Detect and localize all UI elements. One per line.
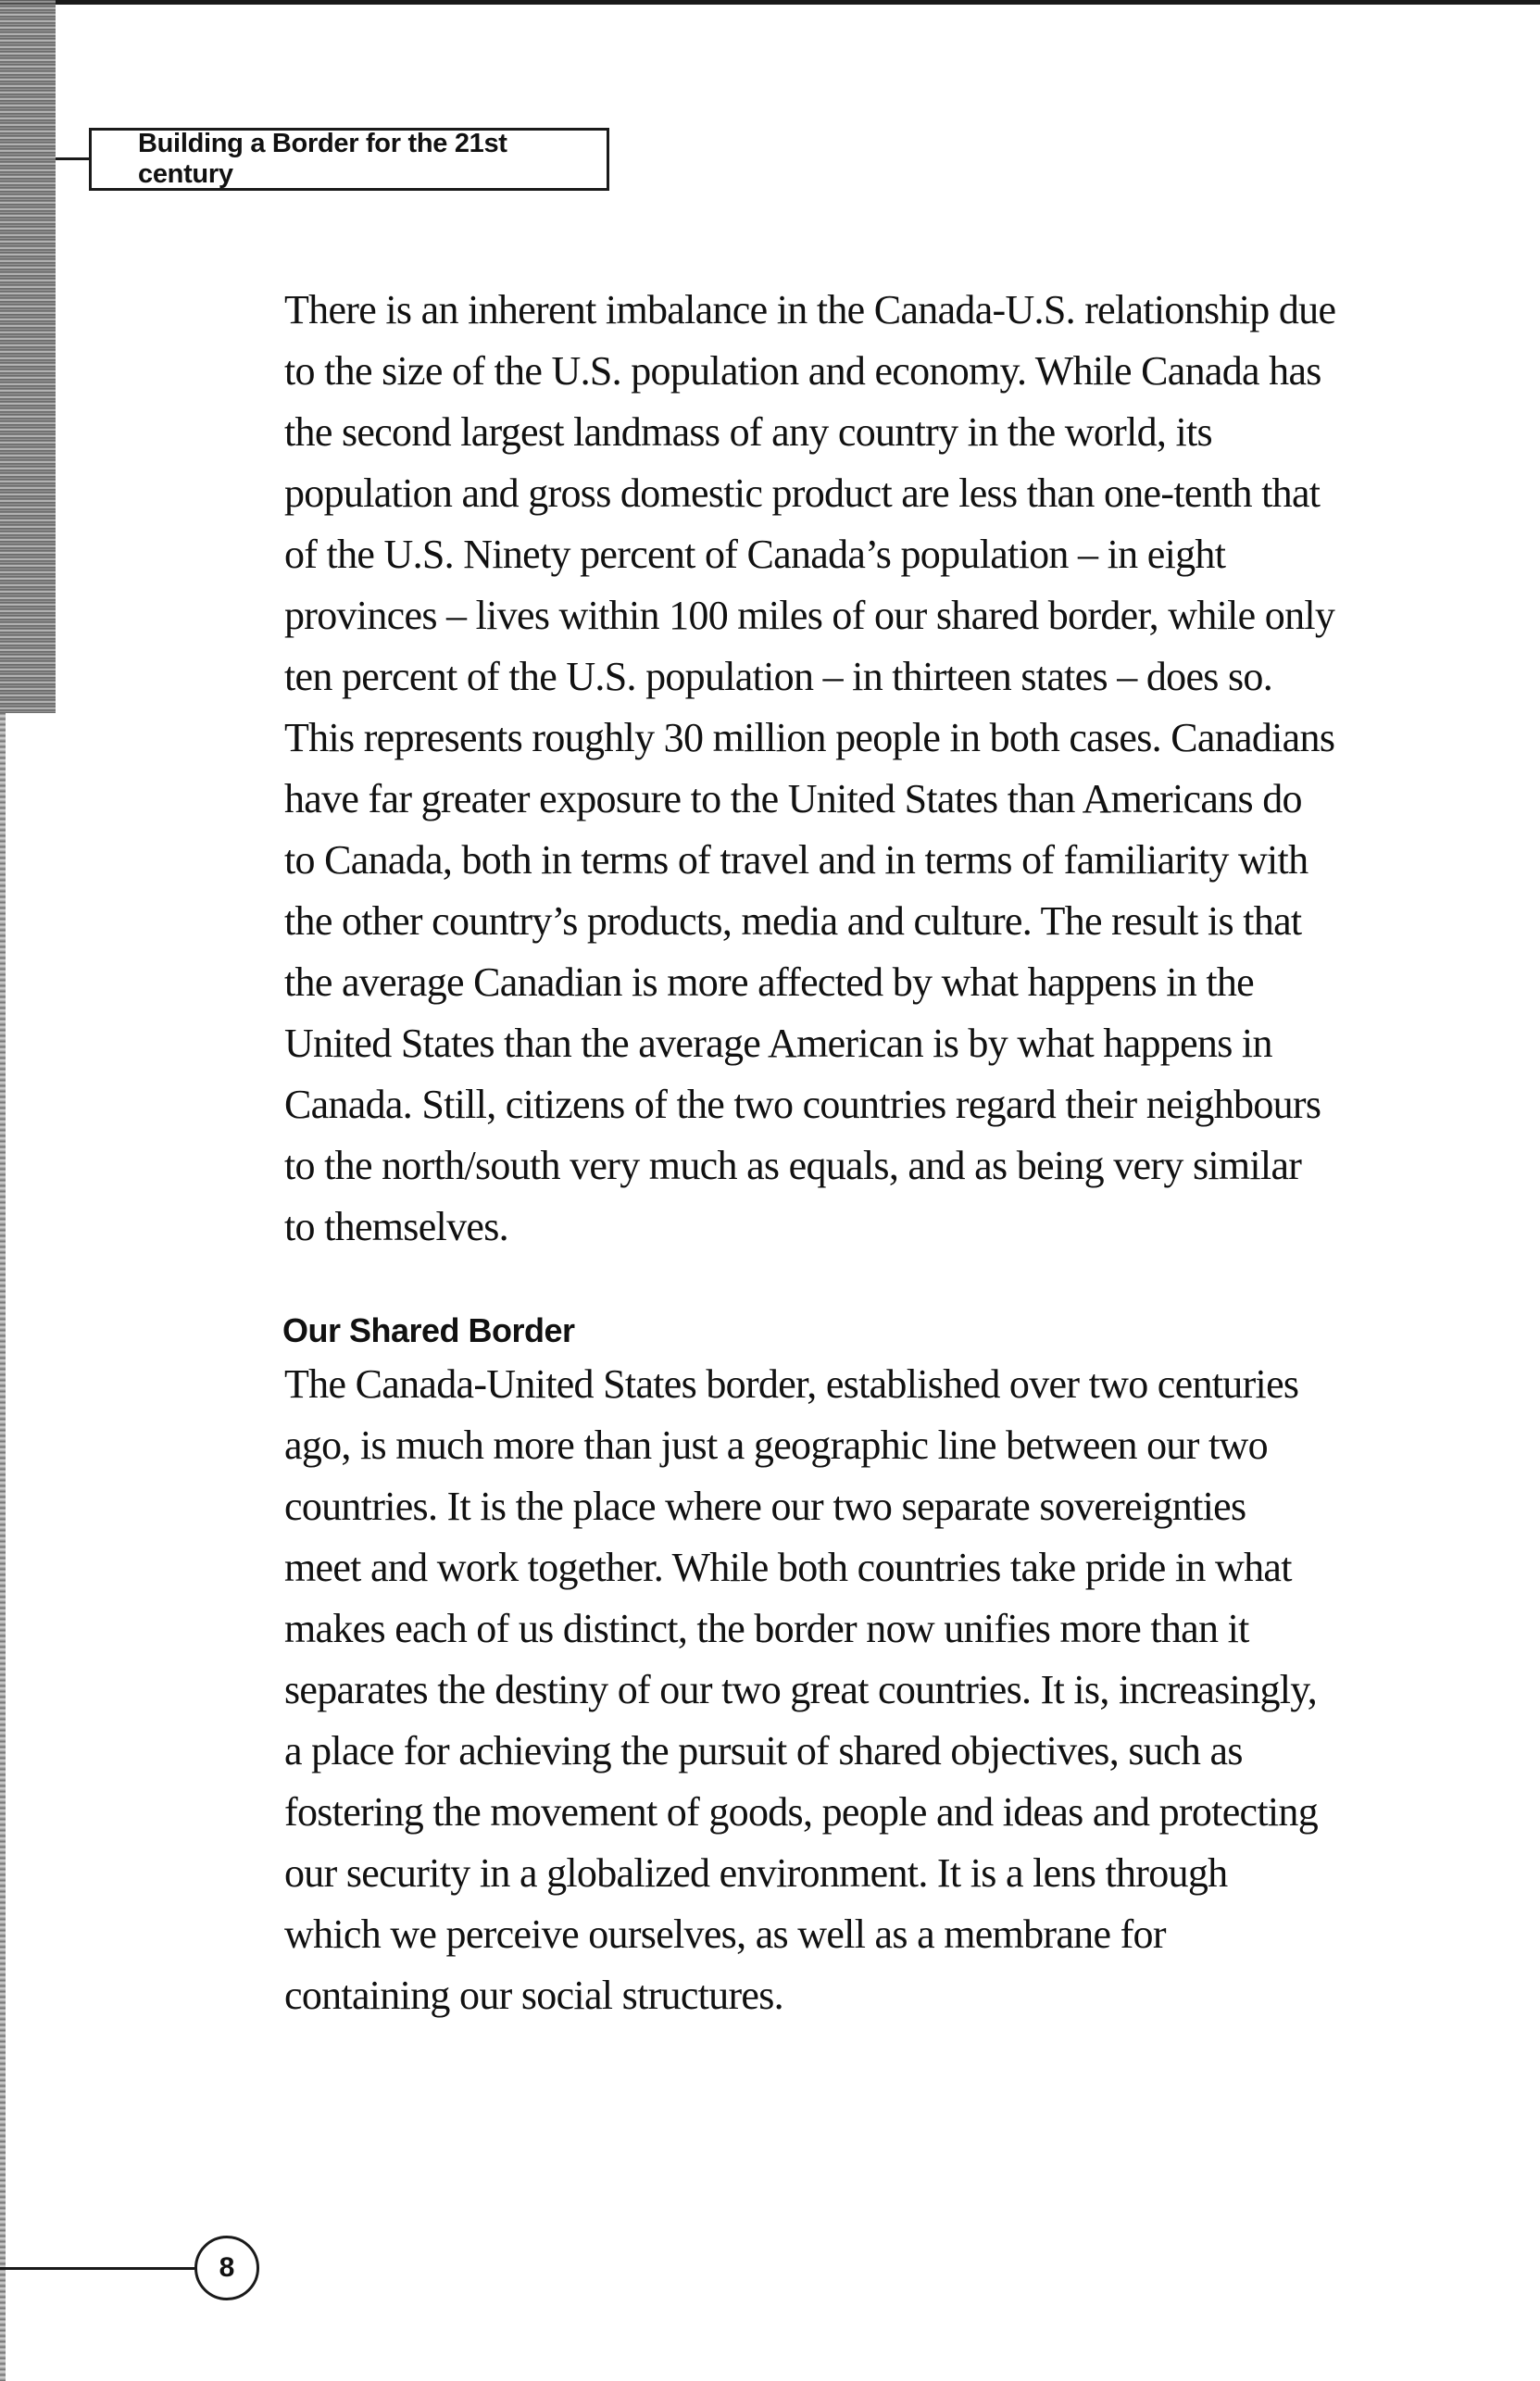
running-header <box>89 128 609 191</box>
page-body <box>284 280 1340 2026</box>
footer-rule <box>0 2267 194 2270</box>
body-paragraph-1: There is an inherent imbalance in the Canada-U.S. relationship due to the size of the U.S. population and economy. While Canada has the second largest landmass of any country in the world, its population and gross domestic product are less than one-tenth that of the U.S. Ninety percent of Canada’s population – in eight provinces – lives within 100 miles of our shared border, while only ten percent of the U.S. population – in thirteen states – does so. This represents roughly 30 million people in both cases. Canadians have far greater exposure to the United States than Americans do to Canada, both in terms of travel and in terms of familiarity with the other country’s products, media and culture. The result is that the average Canadian is more affected by what happens in the United States than the average American is by what happens in Canada. Still, citizens of the two countries regard their neighbours to the north/south very much as equals, and as being very similar to themselves. <box>284 287 1336 1249</box>
section-heading: Our Shared Border <box>282 1311 575 1349</box>
scanned-binding-edge-lower <box>0 713 6 2381</box>
scanned-binding-edge <box>0 0 56 713</box>
body-paragraph-2: The Canada-United States border, established over two centuries ago, is much more than just a geographic line between our two countries. It is the place where our two separate sovereignties meet and work together. While both countries take pride in what makes each of us distinct, the border now unifies more than it separates the destiny of our two great countries. It is, increasingly, a place for achieving the pursuit of shared objectives, such as fostering the movement of goods, people and ideas and protecting our security in a globalized environment. It is a lens through which we perceive ourselves, as well as a membrane for containing our social structures. <box>284 1361 1319 2018</box>
running-header-title: Building a Border for the 21st century <box>138 129 507 189</box>
page-number-badge <box>194 2236 259 2300</box>
header-connector-line <box>56 157 89 160</box>
page-number: 8 <box>219 2252 235 2283</box>
top-border-rule <box>0 0 1540 5</box>
